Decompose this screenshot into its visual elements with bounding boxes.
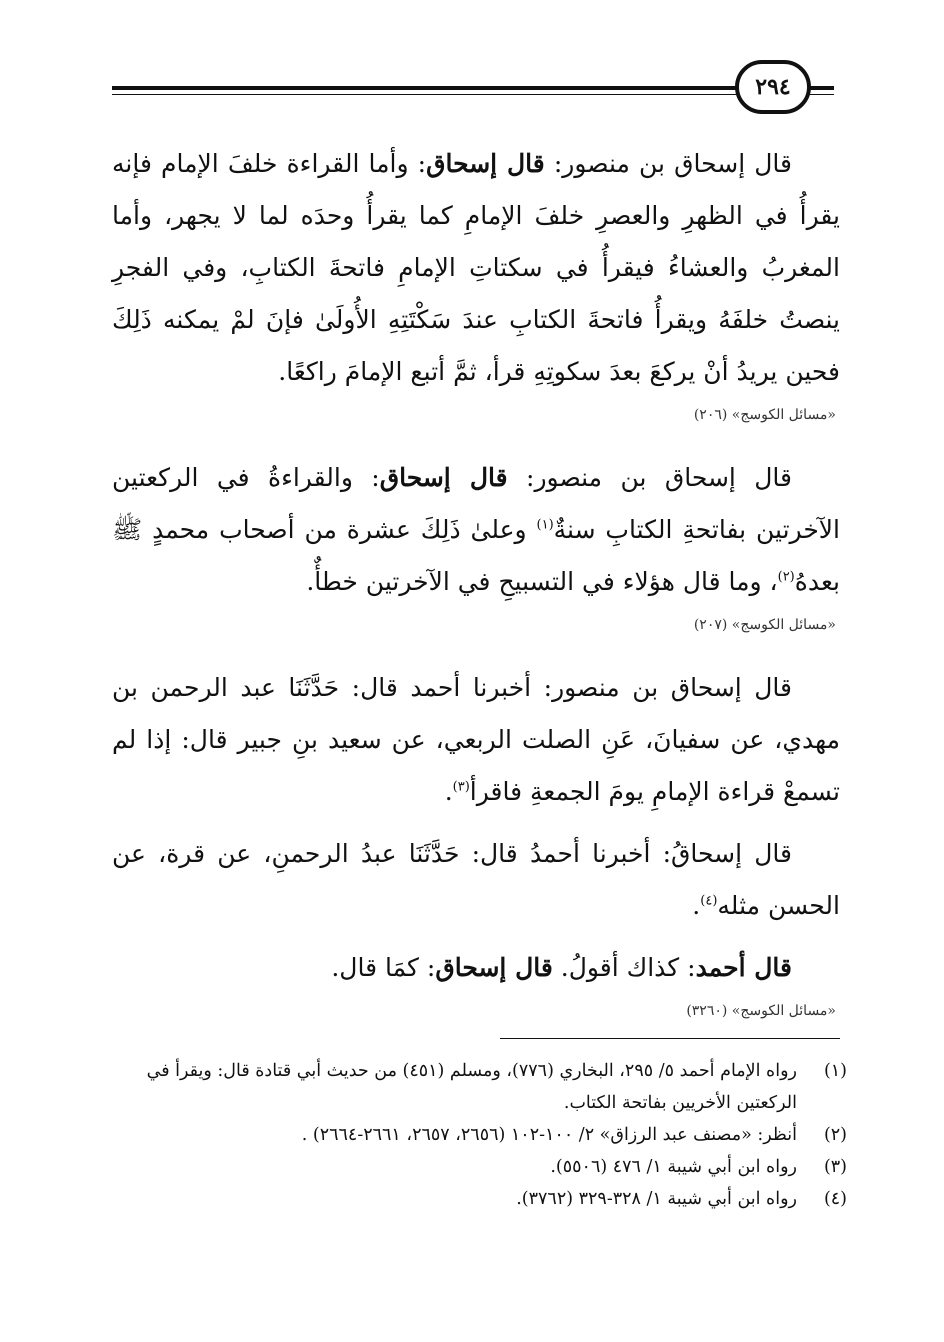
- footnote-number: (١): [823, 1061, 847, 1081]
- footnote-separator: [500, 1038, 840, 1039]
- paragraph-5: قال أحمد: كذاك أقولُ. قال إسحاق: كمَا قال.: [331, 953, 792, 982]
- footnote-1: [112, 1055, 847, 1119]
- source-citation-3: «مسائل الكوسج» (٣٢٦٠): [686, 1003, 836, 1019]
- footnote-number: (٢): [823, 1125, 847, 1145]
- footnote-ref-2[interactable]: (٢): [777, 569, 795, 585]
- footnote-2: [112, 1119, 847, 1151]
- header-rule-right: [810, 86, 834, 95]
- footnote-text: رواه ابن أبي شيبة ١/ ٤٧٦ (٥٥٠٦).: [550, 1157, 797, 1177]
- page-number: ٢٩٤: [755, 74, 791, 100]
- paragraph-1: قال إسحاق بن منصور: قال إسحاق: وأما القراءة خلفَ الإمام فإنه يقرأُ في الظهرِ والعصرِ خلفَ الإمامِ كما يقرأُ وحدَه لما لا يجهر، وأما المغربُ والعشاءُ فيقرأُ في سكتاتِ الإمامِ فاتحةَ الكتابِ، وفي الفجرِ ينصتُ خلفَهُ ويقرأُ فاتحةَ الكتابِ عندَ سَكْتَتِهِ الأُولَىٰ فإنَ لمْ يمكنه ذَلِكَ فحين يريدُ أنْ يركعَ بعدَ سكوتِهِ قرأ، ثمَّ أتبع الإمامَ راكعًا.: [112, 149, 840, 386]
- paragraph-2: قال إسحاق بن منصور: قال إسحاق: والقراءةُ في الركعتين الآخرتين بفاتحةِ الكتابِ سنةٌ$^{(١)}$ وعلىٰ ذَلِكَ عشرة من أصحاب محمدٍ ﷺ بعدهُ$^{(٢)}$، وما قال هؤلاء في التسبيحِ في الآخرتين خطأٌ.: [112, 463, 840, 596]
- footnote-text: رواه ابن أبي شيبة ١/ ٣٢٨-٣٢٩ (٣٧٦٢).: [516, 1189, 797, 1209]
- footnote-4: [112, 1183, 847, 1215]
- paragraph-4: قال إسحاقُ: أخبرنا أحمدُ قال: حَدَّثَنَا عبدُ الرحمنِ، عن قرة، عن الحسن مثله$^{(٤)}$.: [112, 839, 840, 920]
- footnote-number: (٣): [823, 1157, 847, 1177]
- page-number-badge: [735, 60, 811, 114]
- footnotes: [112, 1055, 847, 1215]
- source-citation-2: «مسائل الكوسج» (٢٠٧): [693, 617, 836, 633]
- header-rule: [112, 86, 740, 95]
- footnote-number: (٤): [823, 1189, 847, 1209]
- footnote-ref-4[interactable]: (٤): [700, 893, 718, 909]
- footnote-ref-3[interactable]: (٣): [452, 779, 470, 795]
- footnote-text: رواه الإمام أحمد ٥/ ٢٩٥، البخاري (٧٧٦)، ومسلم (٤٥١) من حديث أبي قتادة قال: ويقرأ في الركعتين الأخريين بفاتحة الكتاب.: [146, 1061, 797, 1113]
- footnote-text: أنظر: «مصنف عبد الرزاق» ٢/ ١٠٠-١٠٢ (٢٦٥٦، ٢٦٥٧، ٢٦٦١-٢٦٦٤) .: [301, 1125, 797, 1145]
- paragraph-3: قال إسحاق بن منصور: أخبرنا أحمد قال: حَدَّثَنَا عبد الرحمن بن مهدي، عن سفيانَ، عَنِ الصلت الربعي، عن سعيد بنِ جبير قال: إذا لم تسمعْ قراءة الإمامِ يومَ الجمعةِ فاقرأ$^{(٣)}$.: [112, 673, 840, 806]
- main-text: [112, 138, 840, 1048]
- footnote-ref-1[interactable]: (١): [536, 517, 554, 533]
- footnote-3: [112, 1151, 847, 1183]
- source-citation-1: «مسائل الكوسج» (٢٠٦): [693, 407, 836, 423]
